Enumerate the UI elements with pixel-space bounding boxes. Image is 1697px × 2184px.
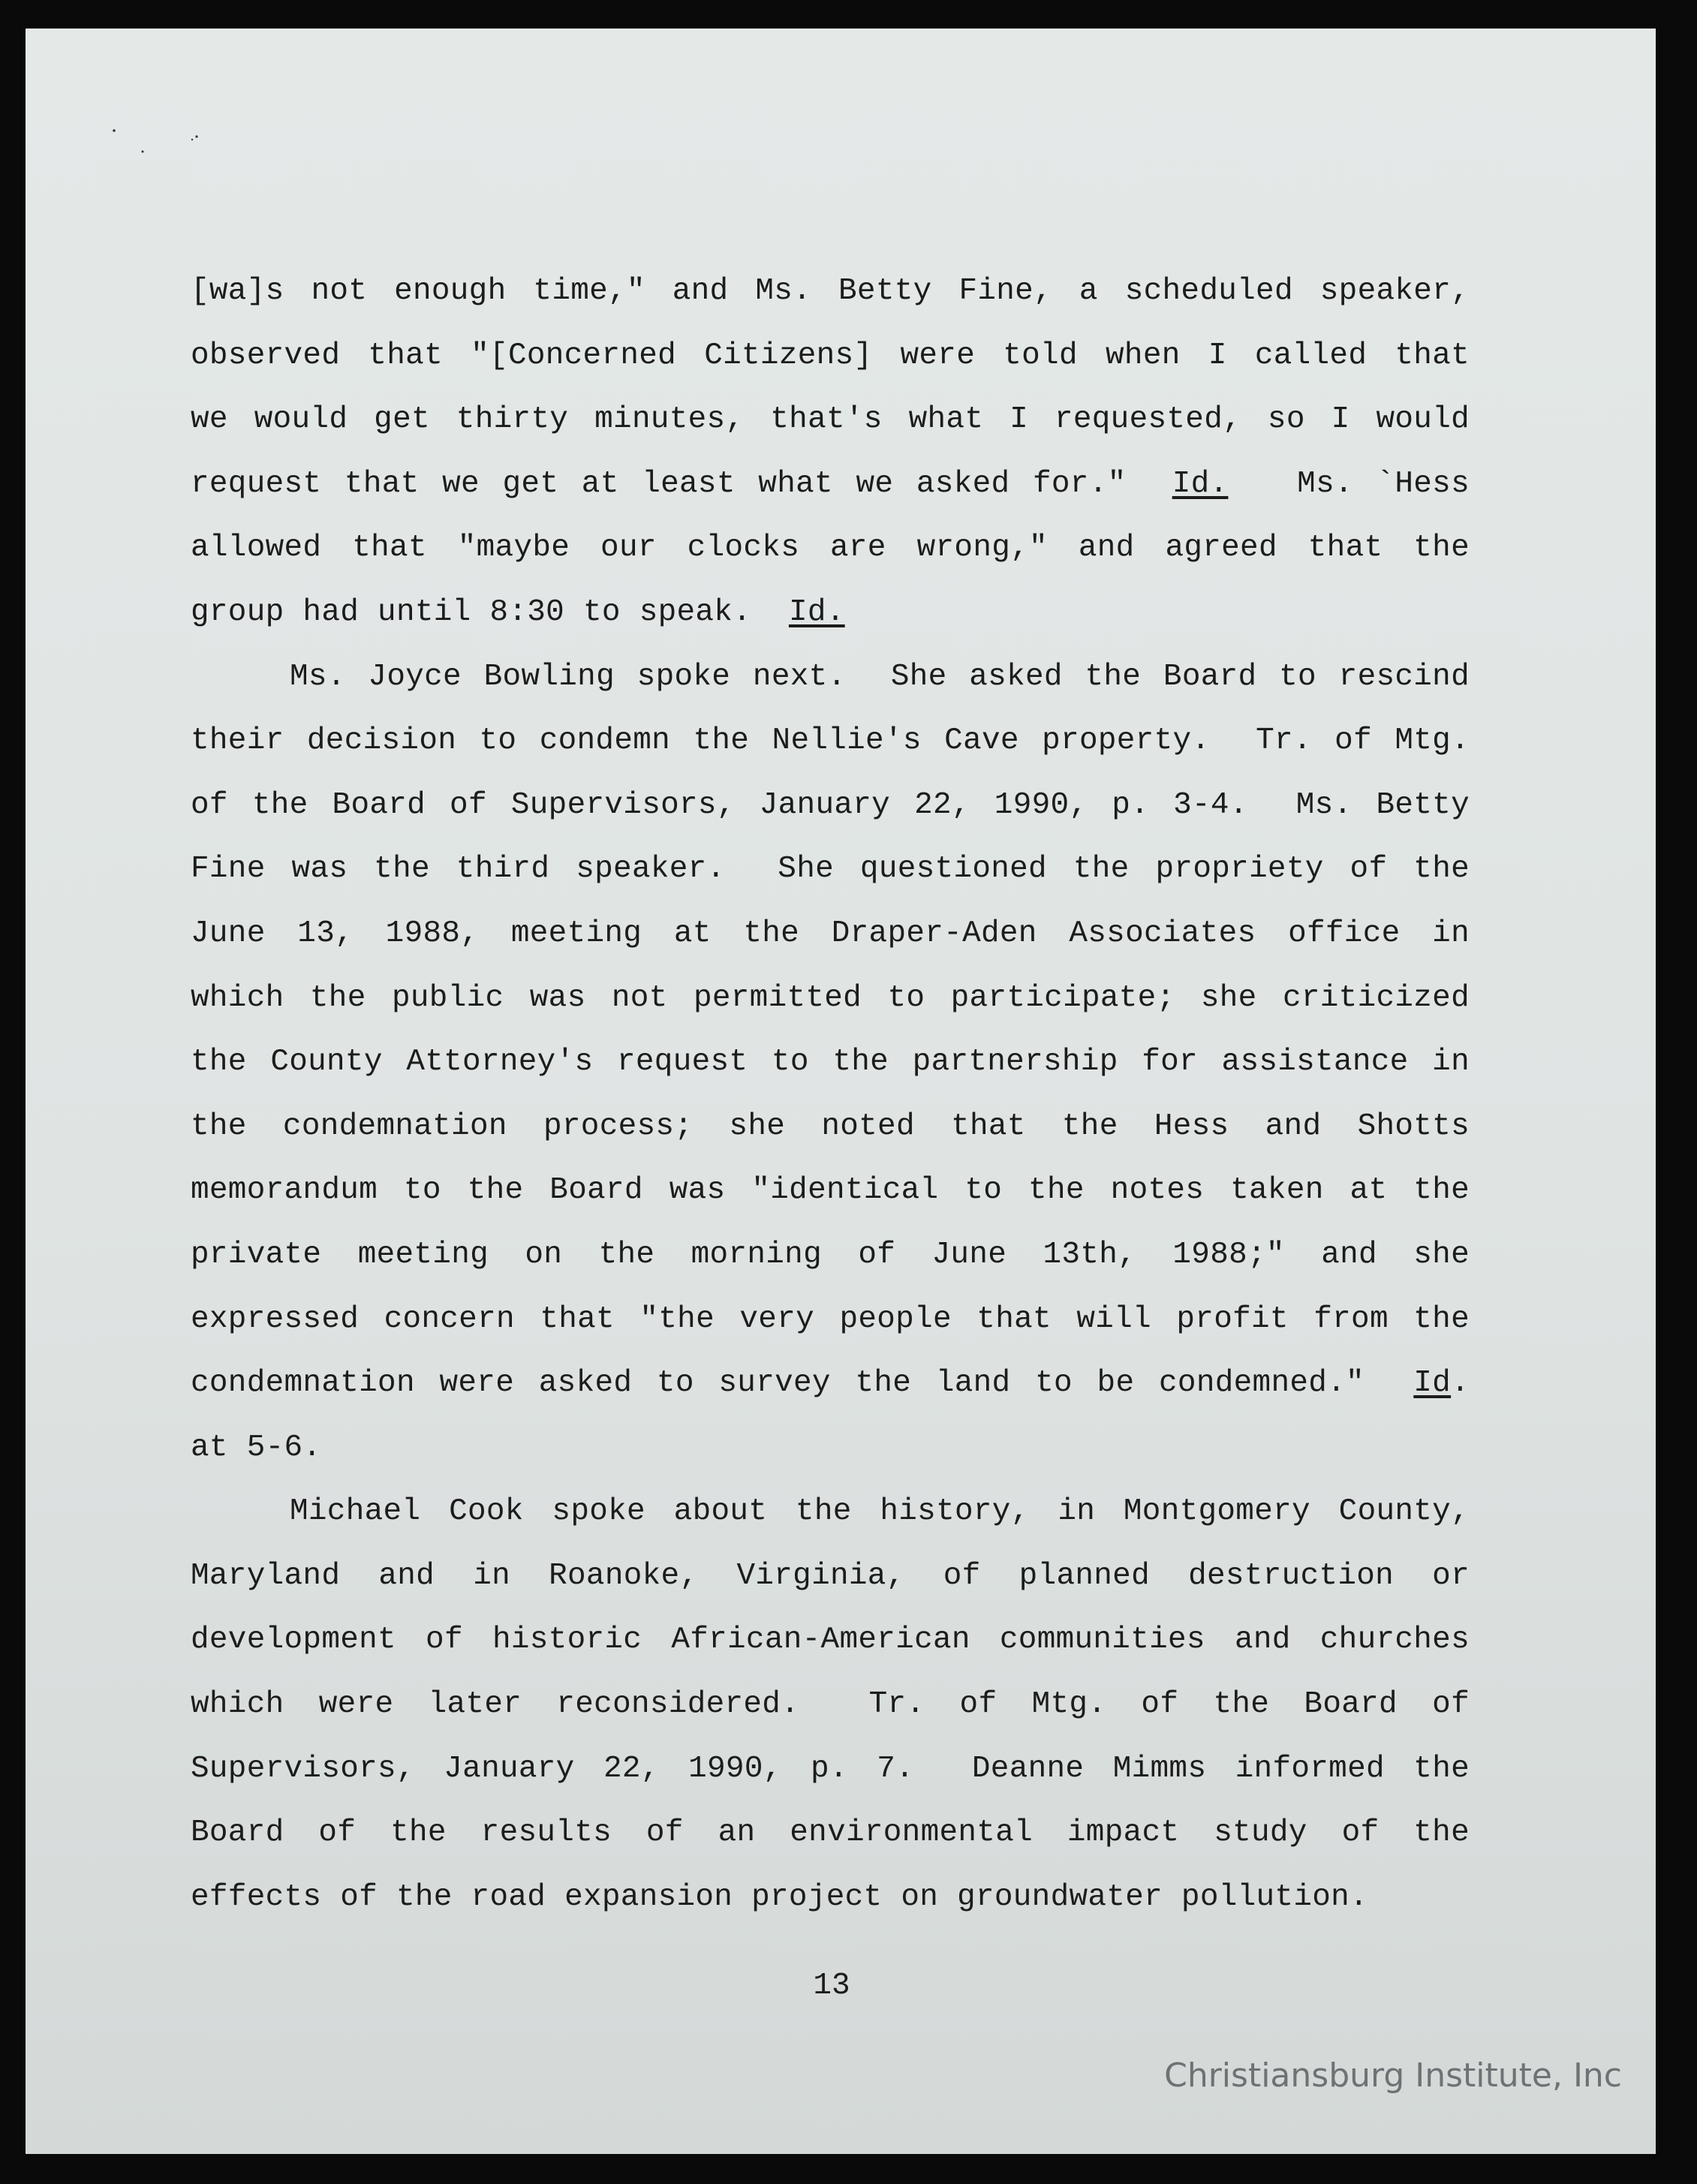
text-line — [191, 1673, 1470, 1737]
line-text: request that we get at least what we asked for." — [191, 466, 1172, 501]
citation: Id — [1413, 1366, 1452, 1401]
line-text: allowed that "maybe our clocks are wrong," and agreed that the — [191, 531, 1470, 566]
text-line — [191, 645, 1470, 710]
text-line — [191, 1223, 1470, 1288]
citation: Id. — [788, 594, 845, 630]
line-text: Maryland and in Roanoke, Virginia, of planned destruction or — [191, 1558, 1470, 1593]
line-text: Ms. `Hess — [1228, 466, 1470, 501]
line-text: expressed concern that "the very people that will profit from the — [191, 1301, 1470, 1337]
text-line — [191, 1030, 1470, 1095]
text-line — [191, 1288, 1470, 1352]
text-line — [191, 1545, 1470, 1609]
line-text: memorandum to the Board was "identical to the notes taken at the — [191, 1173, 1470, 1208]
line-text: effects of the road expansion project on groundwater pollution. — [191, 1879, 1368, 1915]
text-line — [191, 774, 1470, 838]
page-number: 13 — [813, 1969, 850, 2003]
line-text: Fine was the third speaker. She questioned the propriety of the — [191, 852, 1470, 887]
text-line — [191, 1608, 1470, 1673]
text-line — [191, 1095, 1470, 1160]
text-line — [191, 1159, 1470, 1223]
body-text — [191, 260, 1470, 1930]
text-line — [191, 260, 1470, 324]
watermark: Christiansburg Institute, Inc — [1164, 2056, 1622, 2095]
text-line — [191, 1480, 1470, 1545]
text-line — [191, 967, 1470, 1031]
line-text: their decision to condemn the Nellie's Cave property. Tr. of Mtg. — [191, 723, 1470, 759]
text-line — [191, 1416, 1470, 1481]
text-line — [191, 1801, 1470, 1866]
paragraph — [191, 260, 1470, 645]
document-page — [26, 29, 1656, 2154]
text-line — [191, 1737, 1470, 1802]
line-text: development of historic African-American communities and churches — [191, 1623, 1470, 1658]
line-text: at 5-6. — [191, 1430, 322, 1465]
line-text: private meeting on the morning of June 13th, 1988;" and she — [191, 1237, 1470, 1272]
line-text: we would get thirty minutes, that's what I requested, so I would — [191, 402, 1470, 438]
text-line — [191, 1352, 1470, 1416]
text-line — [191, 581, 1470, 645]
line-text: Board of the results of an environmental impact study of the — [191, 1815, 1470, 1851]
line-text: June 13, 1988, meeting at the Draper-Aden Associates office in — [191, 916, 1470, 951]
text-line — [191, 453, 1470, 517]
text-line — [191, 1866, 1470, 1930]
line-text: the condemnation process; she noted that the Hess and Shotts — [191, 1109, 1470, 1144]
text-line — [191, 388, 1470, 453]
line-text: which were later reconsidered. Tr. of Mtg. of the Board of — [191, 1687, 1470, 1722]
line-text: Ms. Joyce Bowling spoke next. She asked the Board to rescind — [290, 659, 1470, 694]
line-text: group had until 8:30 to speak. — [191, 594, 789, 630]
text-line — [191, 324, 1470, 389]
citation: Id. — [1172, 466, 1229, 501]
line-text: observed that "[Concerned Citizens] were told when I called that — [191, 338, 1470, 373]
paragraph — [191, 1480, 1470, 1930]
text-line — [191, 516, 1470, 581]
line-text: of the Board of Supervisors, January 22, 1990, p. 3-4. Ms. Betty — [191, 787, 1470, 823]
scan-specks — [101, 126, 221, 171]
text-line — [191, 838, 1470, 902]
line-text: which the public was not permitted to participate; she criticized — [191, 980, 1470, 1015]
line-text: condemnation were asked to survey the land to be condemned." — [191, 1366, 1414, 1401]
line-text: Michael Cook spoke about the history, in Montgomery County, — [290, 1494, 1470, 1530]
text-line — [191, 902, 1470, 967]
line-text: [wa]s not enough time," and Ms. Betty Fine, a scheduled speaker, — [191, 274, 1470, 308]
line-text: Supervisors, January 22, 1990, p. 7. Deanne Mimms informed the — [191, 1751, 1470, 1786]
line-text: the County Attorney's request to the partnership for assistance in — [191, 1045, 1470, 1080]
text-line — [191, 709, 1470, 774]
paragraph — [191, 645, 1470, 1481]
line-text: . — [1451, 1366, 1470, 1401]
